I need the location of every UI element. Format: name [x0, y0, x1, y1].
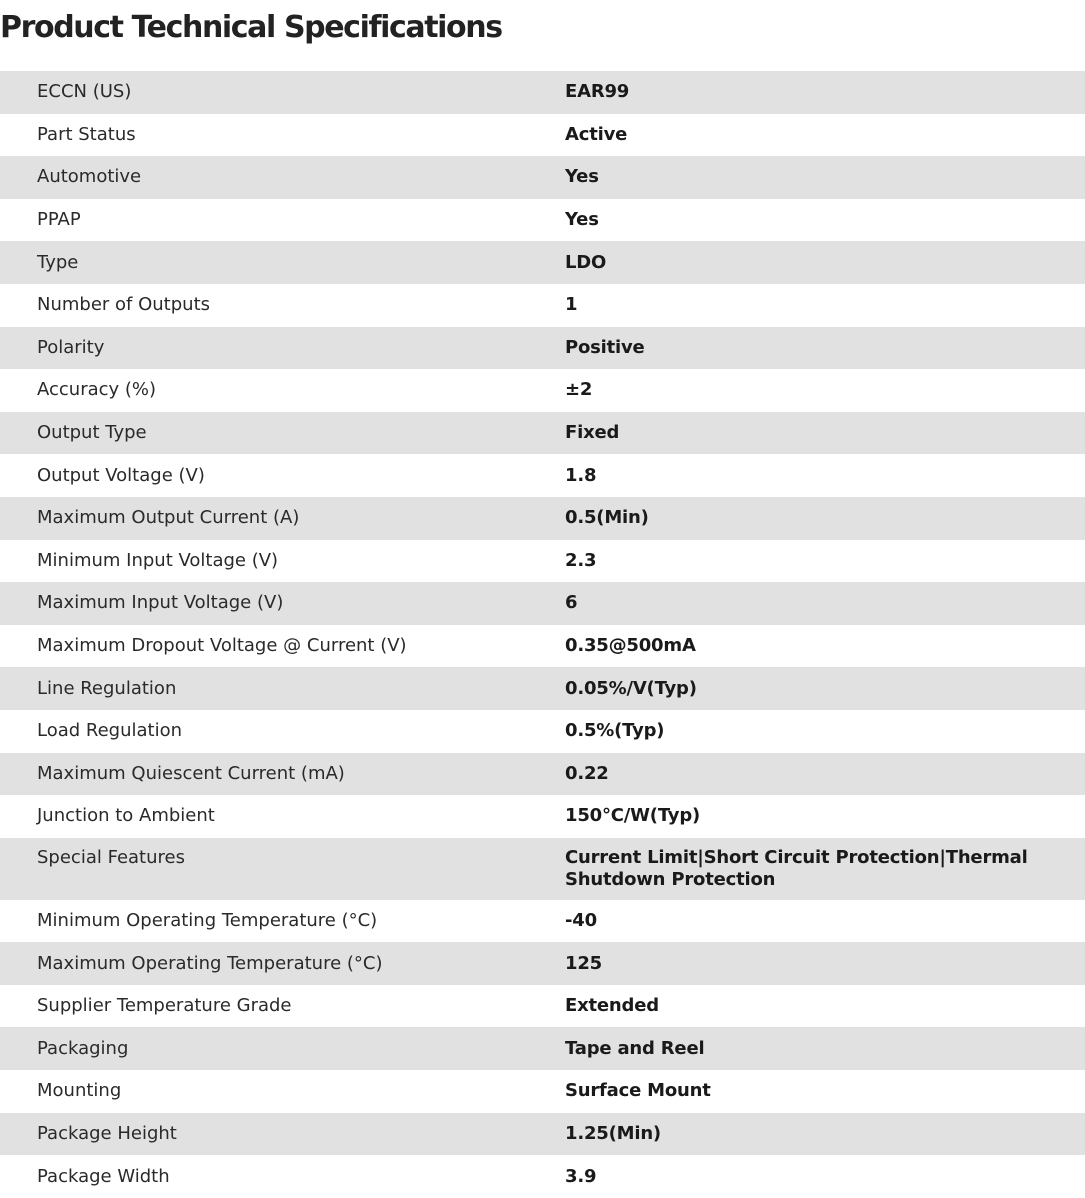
- spec-label: Maximum Quiescent Current (mA): [37, 762, 345, 784]
- spec-label: Supplier Temperature Grade: [37, 995, 292, 1017]
- spec-label: Polarity: [37, 336, 105, 358]
- spec-value: 2.3: [565, 549, 597, 571]
- spec-table-body: [0, 71, 1085, 1198]
- spec-row-special-features: [0, 838, 1085, 900]
- spec-row-output-type: [0, 412, 1085, 455]
- spec-value: ±2: [565, 379, 593, 401]
- spec-value: Fixed: [565, 422, 620, 444]
- spec-row-max-quiescent-current: [0, 753, 1085, 796]
- spec-label: Maximum Input Voltage (V): [37, 592, 284, 614]
- spec-value: 0.22: [565, 762, 609, 784]
- spec-table: [0, 71, 1085, 1198]
- spec-value: 0.35@500mA: [565, 635, 696, 657]
- spec-value: 0.05%/V(Typ): [565, 677, 697, 699]
- spec-label: Maximum Output Current (A): [37, 507, 300, 529]
- spec-row-part-status: [0, 114, 1085, 157]
- spec-row-max-dropout-voltage: [0, 625, 1085, 668]
- spec-row-package-width: [0, 1155, 1085, 1198]
- spec-value: 3.9: [565, 1165, 597, 1187]
- spec-label: Mounting: [37, 1080, 122, 1102]
- spec-row-accuracy: [0, 369, 1085, 412]
- spec-value: Yes: [565, 209, 599, 231]
- spec-label: Type: [37, 251, 79, 273]
- spec-value: Yes: [565, 166, 599, 188]
- spec-label: Minimum Operating Temperature (°C): [37, 909, 378, 931]
- spec-value: 0.5%(Typ): [565, 720, 665, 742]
- spec-row-supplier-temp-grade: [0, 985, 1085, 1028]
- spec-value: 150°C/W(Typ): [565, 805, 701, 827]
- spec-label: PPAP: [37, 209, 81, 231]
- spec-row-line-regulation: [0, 667, 1085, 710]
- spec-row-type: [0, 241, 1085, 284]
- spec-label: Number of Outputs: [37, 294, 211, 316]
- spec-row-package-height: [0, 1113, 1085, 1156]
- spec-value: EAR99: [565, 81, 630, 103]
- spec-value: 125: [565, 952, 602, 974]
- spec-row-max-operating-temp: [0, 942, 1085, 985]
- spec-label: Accuracy (%): [37, 379, 157, 401]
- spec-row-automotive: [0, 156, 1085, 199]
- spec-label: ECCN (US): [37, 81, 132, 103]
- page-title: Product Technical Specifications: [0, 10, 502, 45]
- spec-label: Packaging: [37, 1037, 129, 1059]
- spec-value: Tape and Reel: [565, 1037, 705, 1059]
- spec-value: 1.8: [565, 464, 597, 486]
- spec-row-load-regulation: [0, 710, 1085, 753]
- spec-row-max-output-current: [0, 497, 1085, 540]
- spec-row-number-of-outputs: [0, 284, 1085, 327]
- spec-label: Automotive: [37, 166, 142, 188]
- spec-label: Maximum Dropout Voltage @ Current (V): [37, 635, 407, 657]
- spec-label: Load Regulation: [37, 720, 183, 742]
- spec-label: Output Voltage (V): [37, 464, 205, 486]
- spec-value: 6: [565, 592, 578, 614]
- spec-row-mounting: [0, 1070, 1085, 1113]
- spec-value: 1.25(Min): [565, 1122, 661, 1144]
- spec-value: 0.5(Min): [565, 507, 649, 529]
- spec-row-junction-to-ambient: [0, 795, 1085, 838]
- spec-value: Surface Mount: [565, 1080, 711, 1102]
- spec-row-output-voltage: [0, 454, 1085, 497]
- spec-label: Part Status: [37, 123, 136, 145]
- spec-row-min-input-voltage: [0, 540, 1085, 583]
- spec-value: 1: [565, 294, 578, 316]
- spec-value: Current Limit|Short Circuit Protection|Thermal Shutdown Protection: [565, 846, 1028, 890]
- spec-value: Extended: [565, 995, 659, 1017]
- spec-label: Line Regulation: [37, 677, 177, 699]
- spec-value: Active: [565, 123, 628, 145]
- spec-value: -40: [565, 909, 597, 931]
- spec-label: Package Height: [37, 1122, 177, 1144]
- spec-label: Output Type: [37, 422, 147, 444]
- spec-label: Special Features: [37, 846, 185, 868]
- spec-label: Minimum Input Voltage (V): [37, 549, 279, 571]
- spec-row-ppap: [0, 199, 1085, 242]
- spec-label: Package Width: [37, 1165, 170, 1187]
- spec-label: Junction to Ambient: [37, 805, 215, 827]
- spec-row-eccn: [0, 71, 1085, 114]
- spec-row-min-operating-temp: [0, 900, 1085, 943]
- spec-value: Positive: [565, 336, 645, 358]
- spec-row-polarity: [0, 327, 1085, 370]
- spec-value: LDO: [565, 251, 607, 273]
- spec-row-max-input-voltage: [0, 582, 1085, 625]
- spec-row-packaging: [0, 1027, 1085, 1070]
- spec-label: Maximum Operating Temperature (°C): [37, 952, 383, 974]
